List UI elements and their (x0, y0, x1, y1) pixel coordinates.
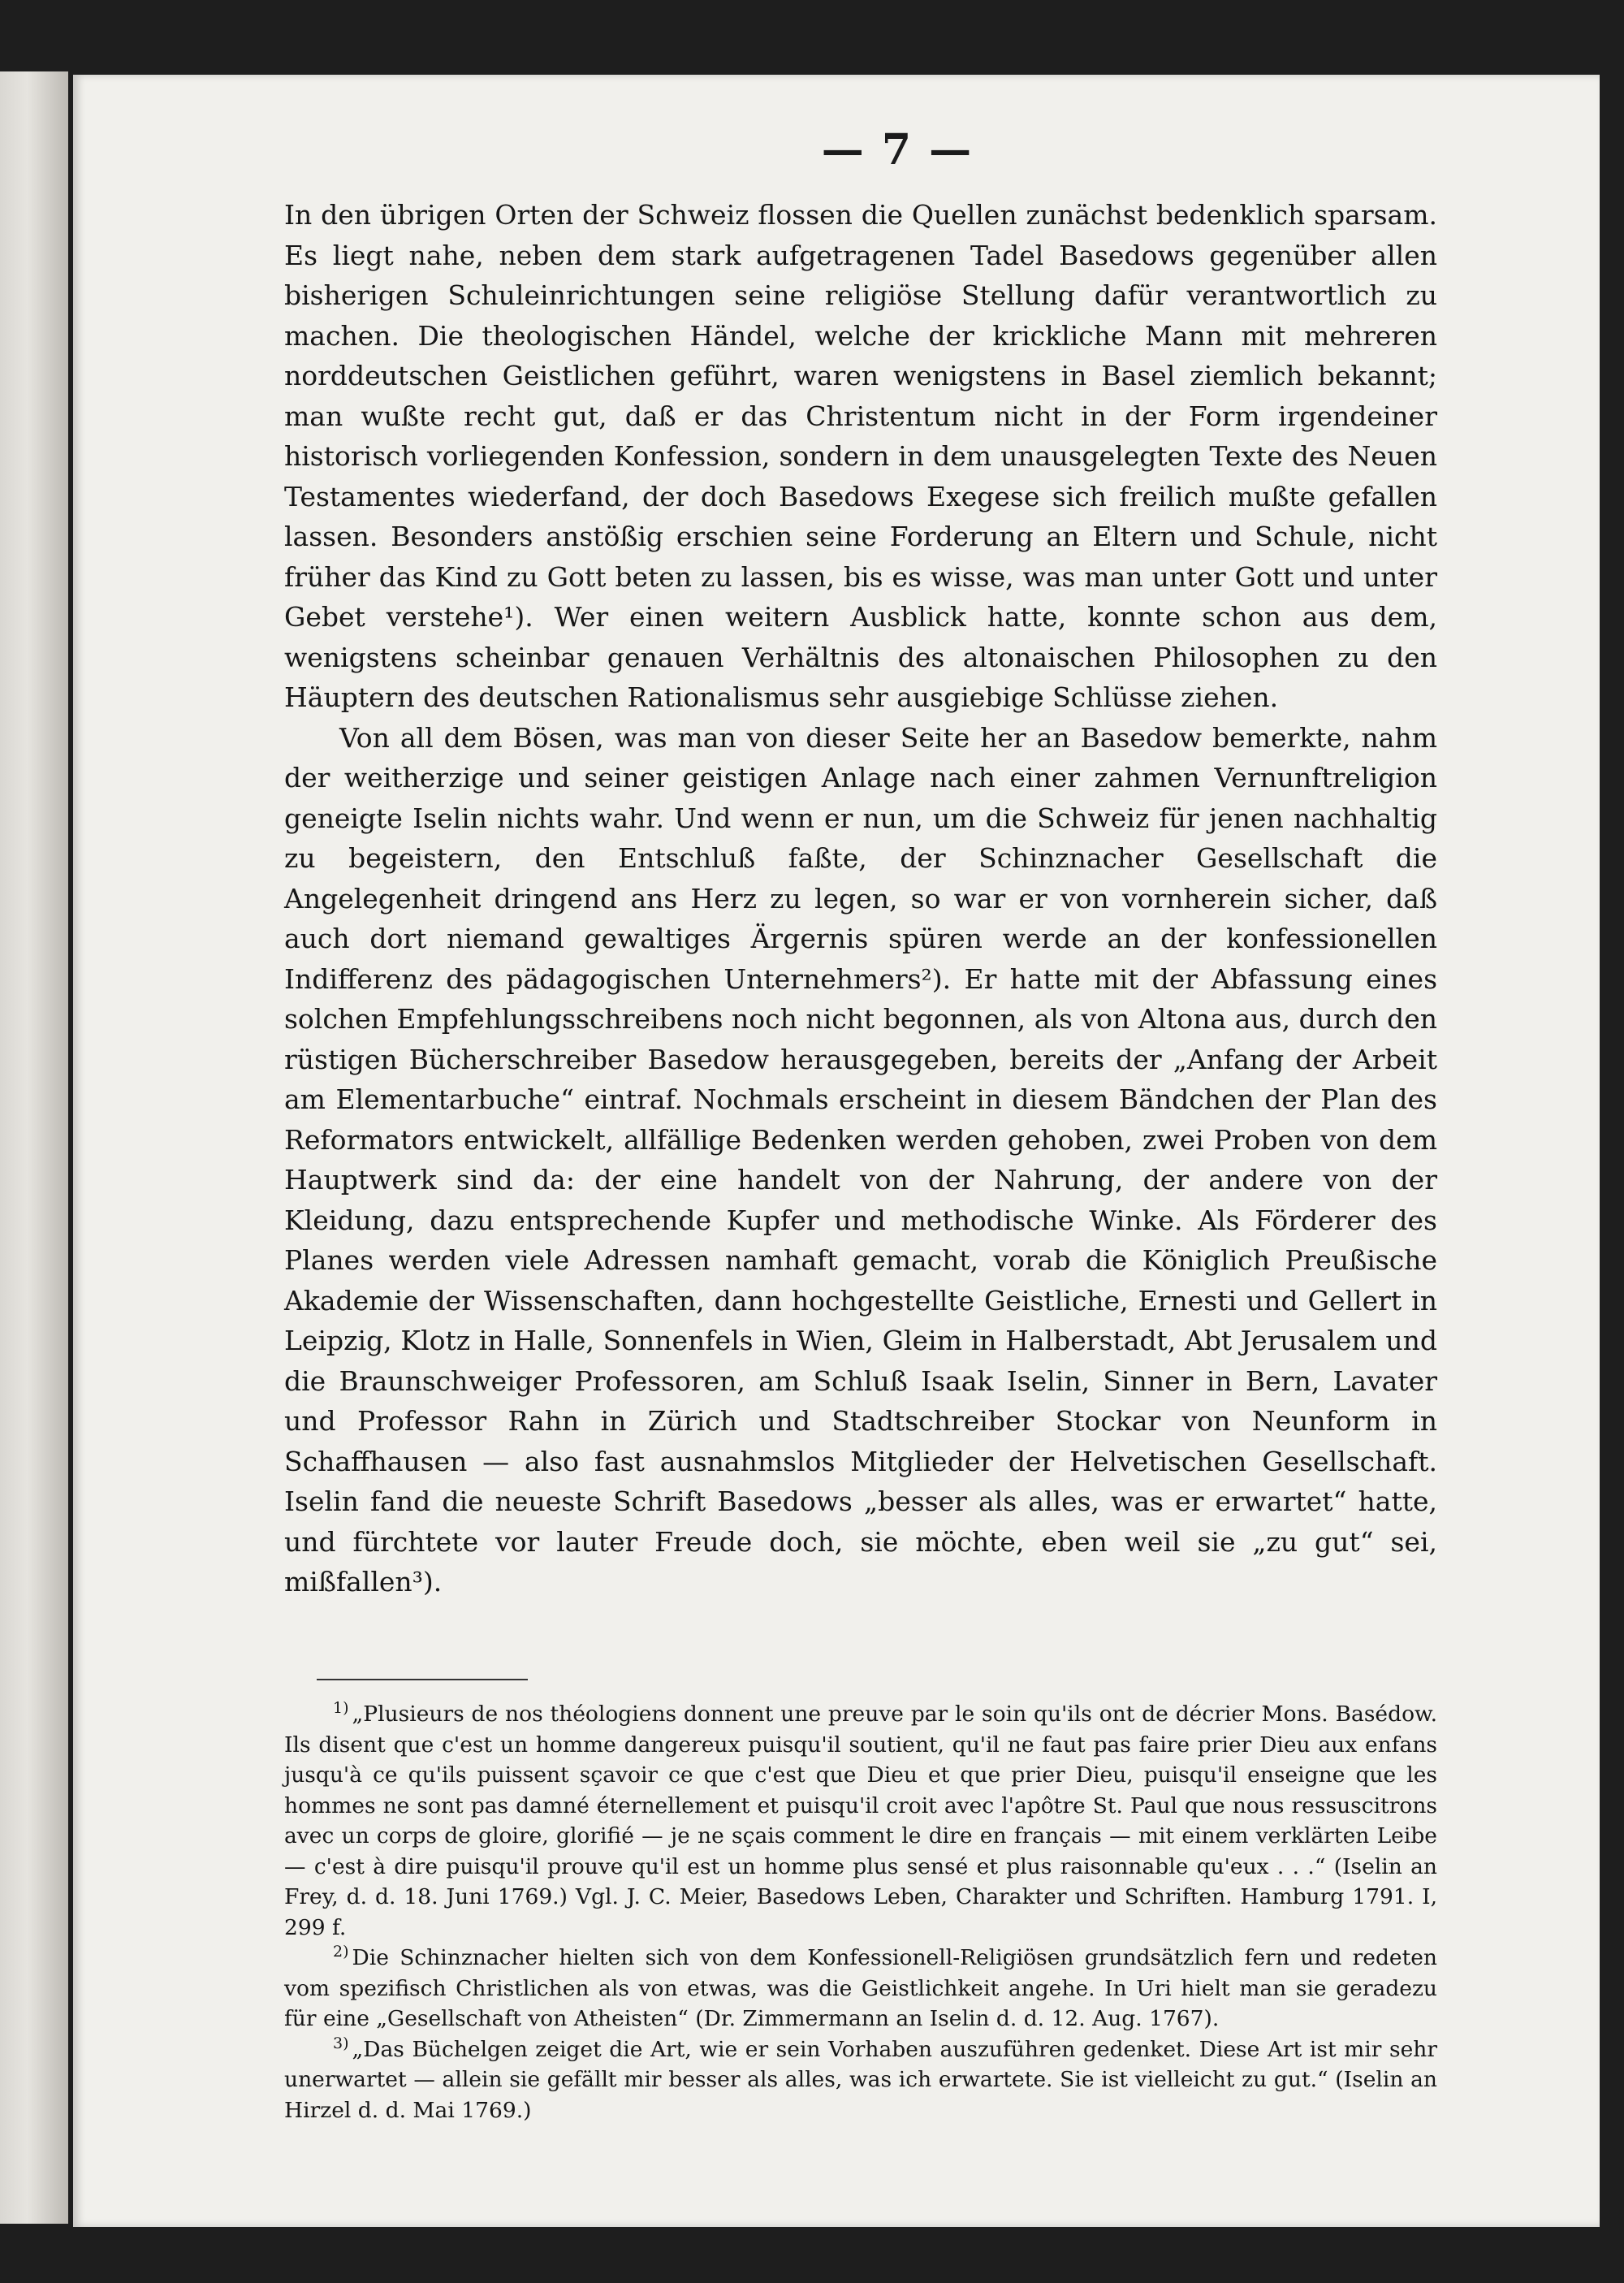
footnote-rule (317, 1679, 528, 1680)
footnote-text: „Das Büchelgen zeiget die Art, wie er sein Vorhaben auszuführen gedenket. Diese Art ist mir sehr unerwartet — allein sie gefällt mir besser als alles, was ich erwartete. Sie ist vielleicht zu gut.“ (Iselin an Hirzel d. d. Mai 1769.) (284, 2036, 1437, 2123)
body-paragraph: In den übrigen Orten der Schweiz flossen die Quellen zunächst bedenklich sparsam. Es liegt nahe, neben dem stark aufgetragenen Tadel Basedows gegenüber allen bisherigen Schuleinrichtungen seine religiöse Stellung dafür verantwortlich zu machen. Die theologischen Händel, welche der krickliche Mann mit mehreren norddeutschen Geistlichen geführt, waren wenigstens in Basel ziemlich bekannt; man wußte recht gut, daß er das Christentum nicht in der Form irgendeiner historisch vorliegenden Konfession, sondern in dem unausgelegten Texte des Neuen Testamentes wiederfand, der doch Basedows Exegese sich freilich mußte gefallen lassen. Besonders anstößig erschien seine Forderung an Eltern und Schule, nicht früher das Kind zu Gott beten zu lassen, bis es wisse, was man unter Gott und unter Gebet verstehe¹). Wer einen weitern Ausblick hatte, konnte schon aus dem, wenigstens scheinbar genauen Verhältnis des altonaischen Philosophen zu den Häuptern des deutschen Rationalismus sehr ausgiebige Schlüsse ziehen. (284, 199, 1437, 713)
body-paragraph: Von all dem Bösen, was man von dieser Seite her an Basedow bemerkte, nahm der weitherzige und seiner geistigen Anlage nach einer zahmen Vernunftreligion geneigte Iselin nichts wahr. Und wenn er nun, um die Schweiz für jenen nachhaltig zu begeistern, den Entschluß faßte, der Schinznacher Gesellschaft die Angelegenheit dringend ans Herz zu legen, so war er von vornherein sicher, daß auch dort niemand gewaltiges Ärgernis spüren werde an der konfessionellen Indifferenz des pädagogischen Unternehmers²). Er hatte mit der Abfassung eines solchen Empfehlungsschreibens noch nicht begonnen, als von Altona aus, durch den rüstigen Bücherschreiber Basedow herausgegeben, bereits der „Anfang der Arbeit am Elementarbuche“ eintraf. Nochmals erscheint in diesem Bändchen der Plan des Reformators entwickelt, allfällige Bedenken werden gehoben, zwei Proben von dem Hauptwerk sind da: der eine handelt von der Nahrung, der andere von der Kleidung, dazu entsprechende Kupfer und methodische Winke. Als Förderer des Planes werden viele Adressen namhaft gemacht, vorab die Königlich Preußische Akademie der Wissenschaften, dann hochgestellte Geistliche, Ernesti und Gellert in Leipzig, Klotz in Halle, Sonnenfels in Wien, Gleim in Halberstadt, Abt Jerusalem und die Braunschweiger Professoren, am Schluß Isaak Iselin, Sinner in Bern, Lavater und Professor Rahn in Zürich und Stadtschreiber Stockar von Neunform in Schaffhausen — also fast ausnahmslos Mitglieder der Helvetischen Gesellschaft. Iselin fand die neueste Schrift Basedows „besser als alles, was er erwartet“ hatte, und fürchtete vor lauter Freude doch, sie möchte, eben weil sie „zu gut“ sei, mißfallen³). (284, 721, 1437, 1598)
footnote-mark: 1) (333, 1699, 349, 1718)
footnote (284, 1699, 1437, 1943)
footnote (284, 1943, 1437, 2034)
footnotes (284, 1699, 1437, 2125)
footnote (284, 2034, 1437, 2126)
previous-page-edge (0, 71, 68, 2224)
footnote-mark: 2) (333, 1943, 349, 1961)
book-page (73, 75, 1600, 2227)
page-number: — 7 — (821, 125, 974, 175)
footnote-text: „Plusieurs de nos théologiens donnent une preuve par le soin qu'ils ont de décrier Mons. Basédow. Ils disent que c'est un homme dangereux puisqu'il soutient, qu'il ne faut pas faire prier Dieu aux enfans jusqu'à ce qu'ils puissent sçavoir ce que c'est que Dieu et que prier Dieu, puisqu'il enseigne que les hommes ne sont pas damné éternellement et puisqu'il croit avec l'apôtre St. Paul que nous ressuscitrons avec un corps de gloire, glorifié — je ne sçais comment le dire en français — mit einem verklärten Leibe — c'est à dire puisqu'il prouve qu'il est un homme plus sensé et plus raisonnable qu'eux . . .“ (Iselin an Frey, d. d. 18. Juni 1769.) Vgl. J. C. Meier, Basedows Leben, Charakter und Schriften. Hamburg 1791. I, 299 f. (284, 1701, 1437, 1940)
footnote-text: Die Schinznacher hielten sich von dem Konfessionell-Religiösen grundsätzlich fern und redeten vom spezifisch Christlichen als von etwas, was die Geistlichkeit angehe. In Uri hielt man sie geradezu für eine „Gesellschaft von Atheisten“ (Dr. Zimmermann an Iselin d. d. 12. Aug. 1767). (284, 1945, 1437, 2031)
body-text (284, 195, 1437, 1602)
footnote-mark: 3) (333, 2034, 349, 2052)
